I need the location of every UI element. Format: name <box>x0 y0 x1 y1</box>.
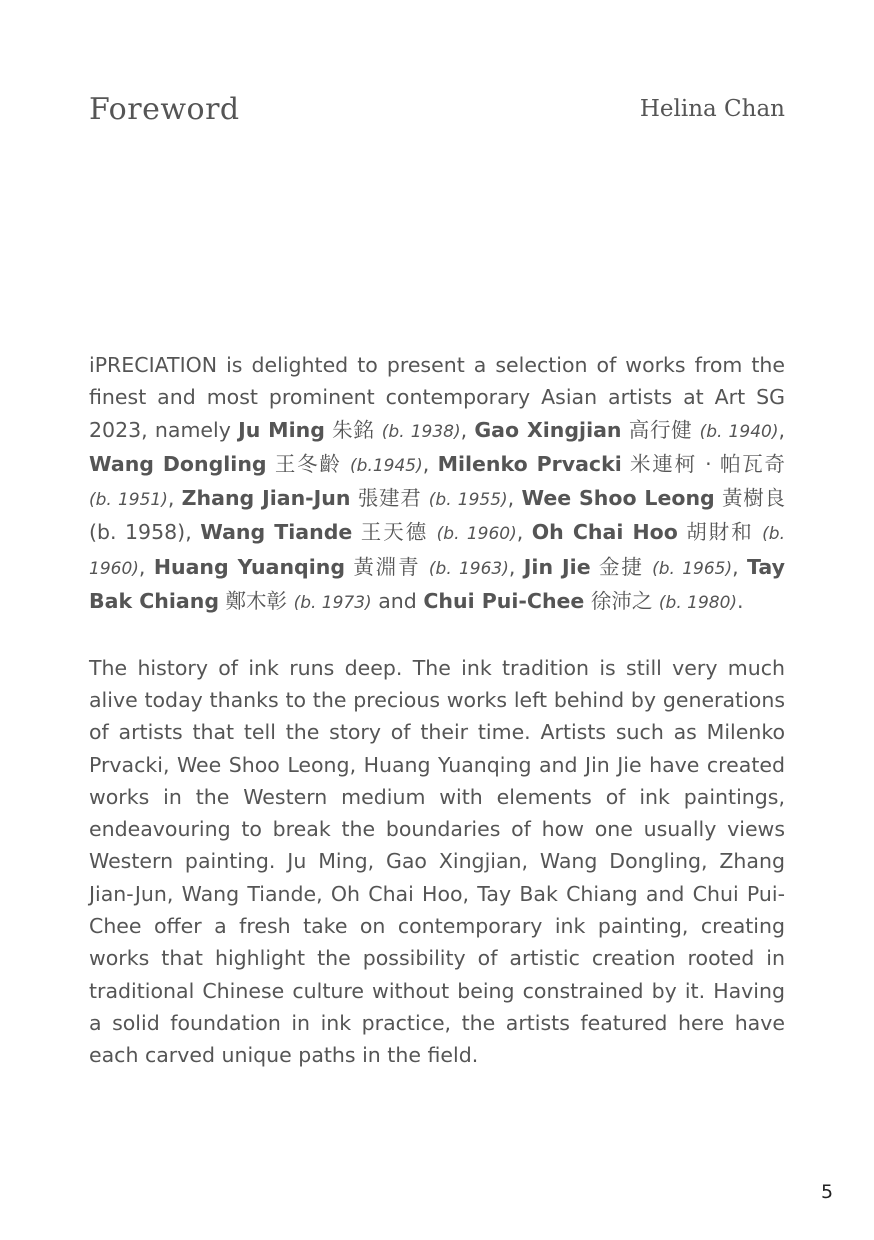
page-number: 5 <box>821 1181 834 1203</box>
artist-name: Wang Dongling <box>89 451 267 476</box>
intro-text: iPRECIATION is delighted to present a selection of works from the finest and most prominent contemporary Asian artists at Art SG 2023, namely <box>89 353 785 442</box>
artist-name: Tay Bak Chiang <box>89 554 785 614</box>
author-name: Helina Chan <box>639 96 785 122</box>
artist-birth-year: (b. 1963) <box>428 558 509 579</box>
artist-name: Ju Ming <box>238 417 325 442</box>
intro-paragraph: iPRECIATION is delighted to present a selection of works from the finest and most prominent contemporary Asian artists at Art SG 2023, namely Ju Ming 朱銘 (b. 1938), Gao Xingjian 高行健 (b. 1940), Wang Dongling 王冬齡 (b.1945), Milenko Prvacki 米連柯 · 帕瓦奇 (b. 1951), Zhang Jian-Jun 張建君 (b. 1955), Wee Shoo Leong 黃樹良 (b. 1958), Wang Tiande 王天德 (b. 1960), Oh Chai Hoo 胡財和 (b. 1960), Huang Yuanqing 黃淵青 (b. 1963), Jin Jie 金捷 (b. 1965), Tay Bak Chiang 鄭木彰 (b. 1973) and Chui Pui-Chee 徐沛之 (b. 1980). <box>89 353 785 614</box>
artist-name: Chui Pui-Chee <box>423 589 585 614</box>
artist-chinese-name: 張建君 <box>357 486 422 511</box>
artist-birth-year: (b. 1938) <box>381 421 461 442</box>
artist-birth-year: (b.1945) <box>350 455 423 476</box>
artist-chinese-name: 米連柯 · 帕瓦奇 <box>630 451 785 476</box>
artist-chinese-name: 王天德 <box>360 520 429 545</box>
artist-chinese-name: 徐沛之 <box>590 589 653 614</box>
foreword-body <box>89 349 785 1072</box>
conjunction: and <box>378 589 417 614</box>
artist-chinese-name: 黃樹良 <box>722 486 785 511</box>
artist-birth-year: (b. 1973) <box>293 593 372 614</box>
history-paragraph: The history of ink runs deep. The ink tradition is still very much alive today thanks to the precious works left behind by generations of artists that tell the story of their time. Artists such as Milenko Prvacki, Wee Shoo Leong, Huang Yuanqing and Jin Jie have created works in the Western medium with elements of ink paintings, endeavouring to break the boundaries of how one usually views Western painting. Ju Ming, Gao Xingjian, Wang Dongling, Zhang Jian-Jun, Wang Tiande, Oh Chai Hoo, Tay Bak Chiang and Chui Pui-Chee offer a fresh take on contemporary ink painting, creating works that highlight the possibility of artistic creation rooted in traditional Chinese culture without being constrained by it. Having a solid foundation in ink practice, the artists featured here have each carved unique paths in the field. <box>89 655 785 1068</box>
artist-chinese-name: 胡財和 <box>686 520 754 545</box>
artist-birth-year: (b. 1960) <box>89 524 785 579</box>
artist-chinese-name: 鄭木彰 <box>225 589 288 614</box>
artist-chinese-name: 金捷 <box>599 554 644 579</box>
artist-chinese-name: 黃淵青 <box>353 554 421 579</box>
artist-chinese-name: 高行健 <box>628 417 693 442</box>
artist-name: Wee Shoo Leong <box>521 486 715 511</box>
artist-name: Milenko Prvacki <box>437 451 622 476</box>
artist-name: Gao Xingjian <box>474 417 622 442</box>
artist-chinese-name: 王冬齡 <box>274 451 342 476</box>
artist-birth-year: (b. 1980) <box>658 593 738 614</box>
page-title: Foreword <box>89 92 240 127</box>
artist-birth-year: (b. 1951) <box>89 490 168 511</box>
artist-birth-year: (b. 1965) <box>652 558 733 579</box>
artist-birth-year: (b. 1940) <box>699 421 779 442</box>
artist-name: Jin Jie <box>523 554 591 579</box>
artist-name: Zhang Jian-Jun <box>181 486 351 511</box>
artist-name: Wang Tiande <box>200 520 353 545</box>
artist-name: Huang Yuanqing <box>153 554 346 579</box>
artist-chinese-name: 朱銘 <box>332 417 375 442</box>
artist-birth-year: (b. 1955) <box>428 490 508 511</box>
artist-birth-year: (b. 1960) <box>436 524 517 545</box>
artist-name: Oh Chai Hoo <box>531 520 678 545</box>
artist-birth-year: (b. 1958) <box>89 520 186 545</box>
